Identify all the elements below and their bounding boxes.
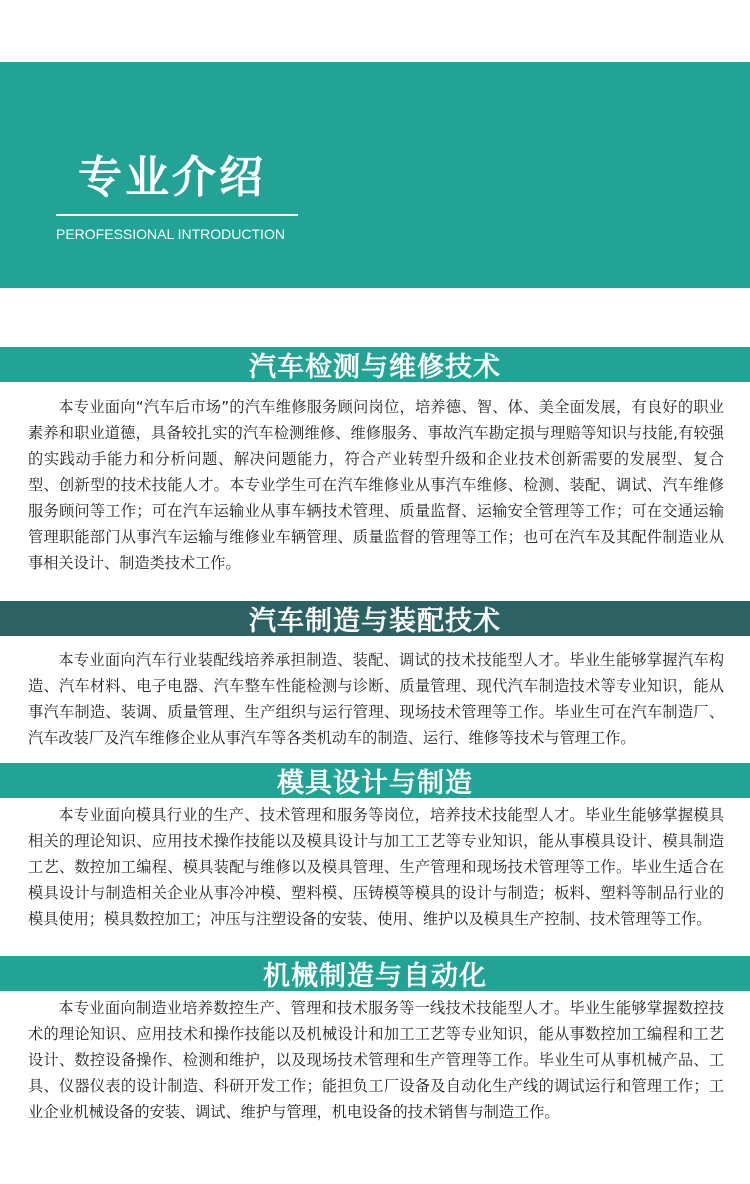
section-body-auto-repair: 本专业面向“汽车后市场”的汽车维修服务顾问岗位，培养德、智、体、美全面发展，有良好的职业素养和职业道德，具备较扎实的汽车检测维修、维修服务、事故汽车勘定损与理赔等知识与技能,有较强的实践动手能力和分析问题、解决问题能力，符合产业转型升级和企业技术创新需要的发展型、复合型、创新型的技术技能人才。本专业学生可在汽车维修业从事汽车维修、检测、装配、调试、汽车维修服务顾问等工作；可在汽车运输业从事车辆技术管理、质量监督、运输安全管理等工作；可在交通运输管理职能部门从事汽车运输与维修业车辆管理、质量监督的管理等工作；也可在汽车及其配件制造业从事相关设计、制造类技术工作。 xyxy=(28,398,724,572)
section-title-mold-design: 模具设计与制造 xyxy=(0,763,750,798)
section-title-auto-repair: 汽车检测与维修技术 xyxy=(0,347,750,382)
section-body-auto-manufacturing: 本专业面向汽车行业装配线培养承担制造、装配、调试的技术技能型人才。毕业生能够掌握汽车构造、汽车材料、电子电器、汽车整车性能检测与诊断、质量管理、现代汽车制造技术等专业知识，能从事汽车制造、装调、质量管理、生产组织与运行管理、现场技术管理等工作。毕业生可在汽车制造厂、汽车改装厂及汽车维修企业从事汽车等各类机动车的制造、运行、维修等技术与管理工作。 xyxy=(28,651,724,747)
header-banner xyxy=(0,62,750,288)
page-title: 专业介绍 xyxy=(78,152,266,203)
section-body-mechanical-automation: 本专业面向制造业培养数控生产、管理和技术服务等一线技术技能型人才。毕业生能够掌握数控技术的理论知识、应用技术和操作技能以及机械设计和加工工艺等专业知识，能从事数控加工编程和工艺设计、数控设备操作、检测和维护，以及现场技术管理和生产管理等工作。毕业生可从事机械产品、工具、仪器仪表的设计制造、科研开发工作；能担负工厂设备及自动化生产线的调试运行和管理工作；工业企业机械设备的安装、调试、维护与管理，机电设备的技术销售与制造工作。 xyxy=(28,999,724,1121)
section-title-auto-manufacturing: 汽车制造与装配技术 xyxy=(0,601,750,636)
section-body-mold-design: 本专业面向模具行业的生产、技术管理和服务等岗位，培养技术技能型人才。毕业生能够掌握模具相关的理论知识、应用技术操作技能以及模具设计与加工工艺等专业知识，能从事模具设计、模具制造工艺、数控加工编程、模具装配与维修以及模具管理、生产管理和现场技术管理等工作。毕业生适合在模具设计与制造相关企业从事冷冲模、塑料模、压铸模等模具的设计与制造；板料、塑料等制品行业的模具使用；模具数控加工；冲压与注塑设备的安装、使用、维护以及模具生产控制、技术管理等工作。 xyxy=(28,806,724,928)
page-subtitle: PEROFESSIONAL INTRODUCTION xyxy=(56,226,285,242)
title-underline xyxy=(56,214,298,216)
section-title-mechanical-automation: 机械制造与自动化 xyxy=(0,956,750,991)
